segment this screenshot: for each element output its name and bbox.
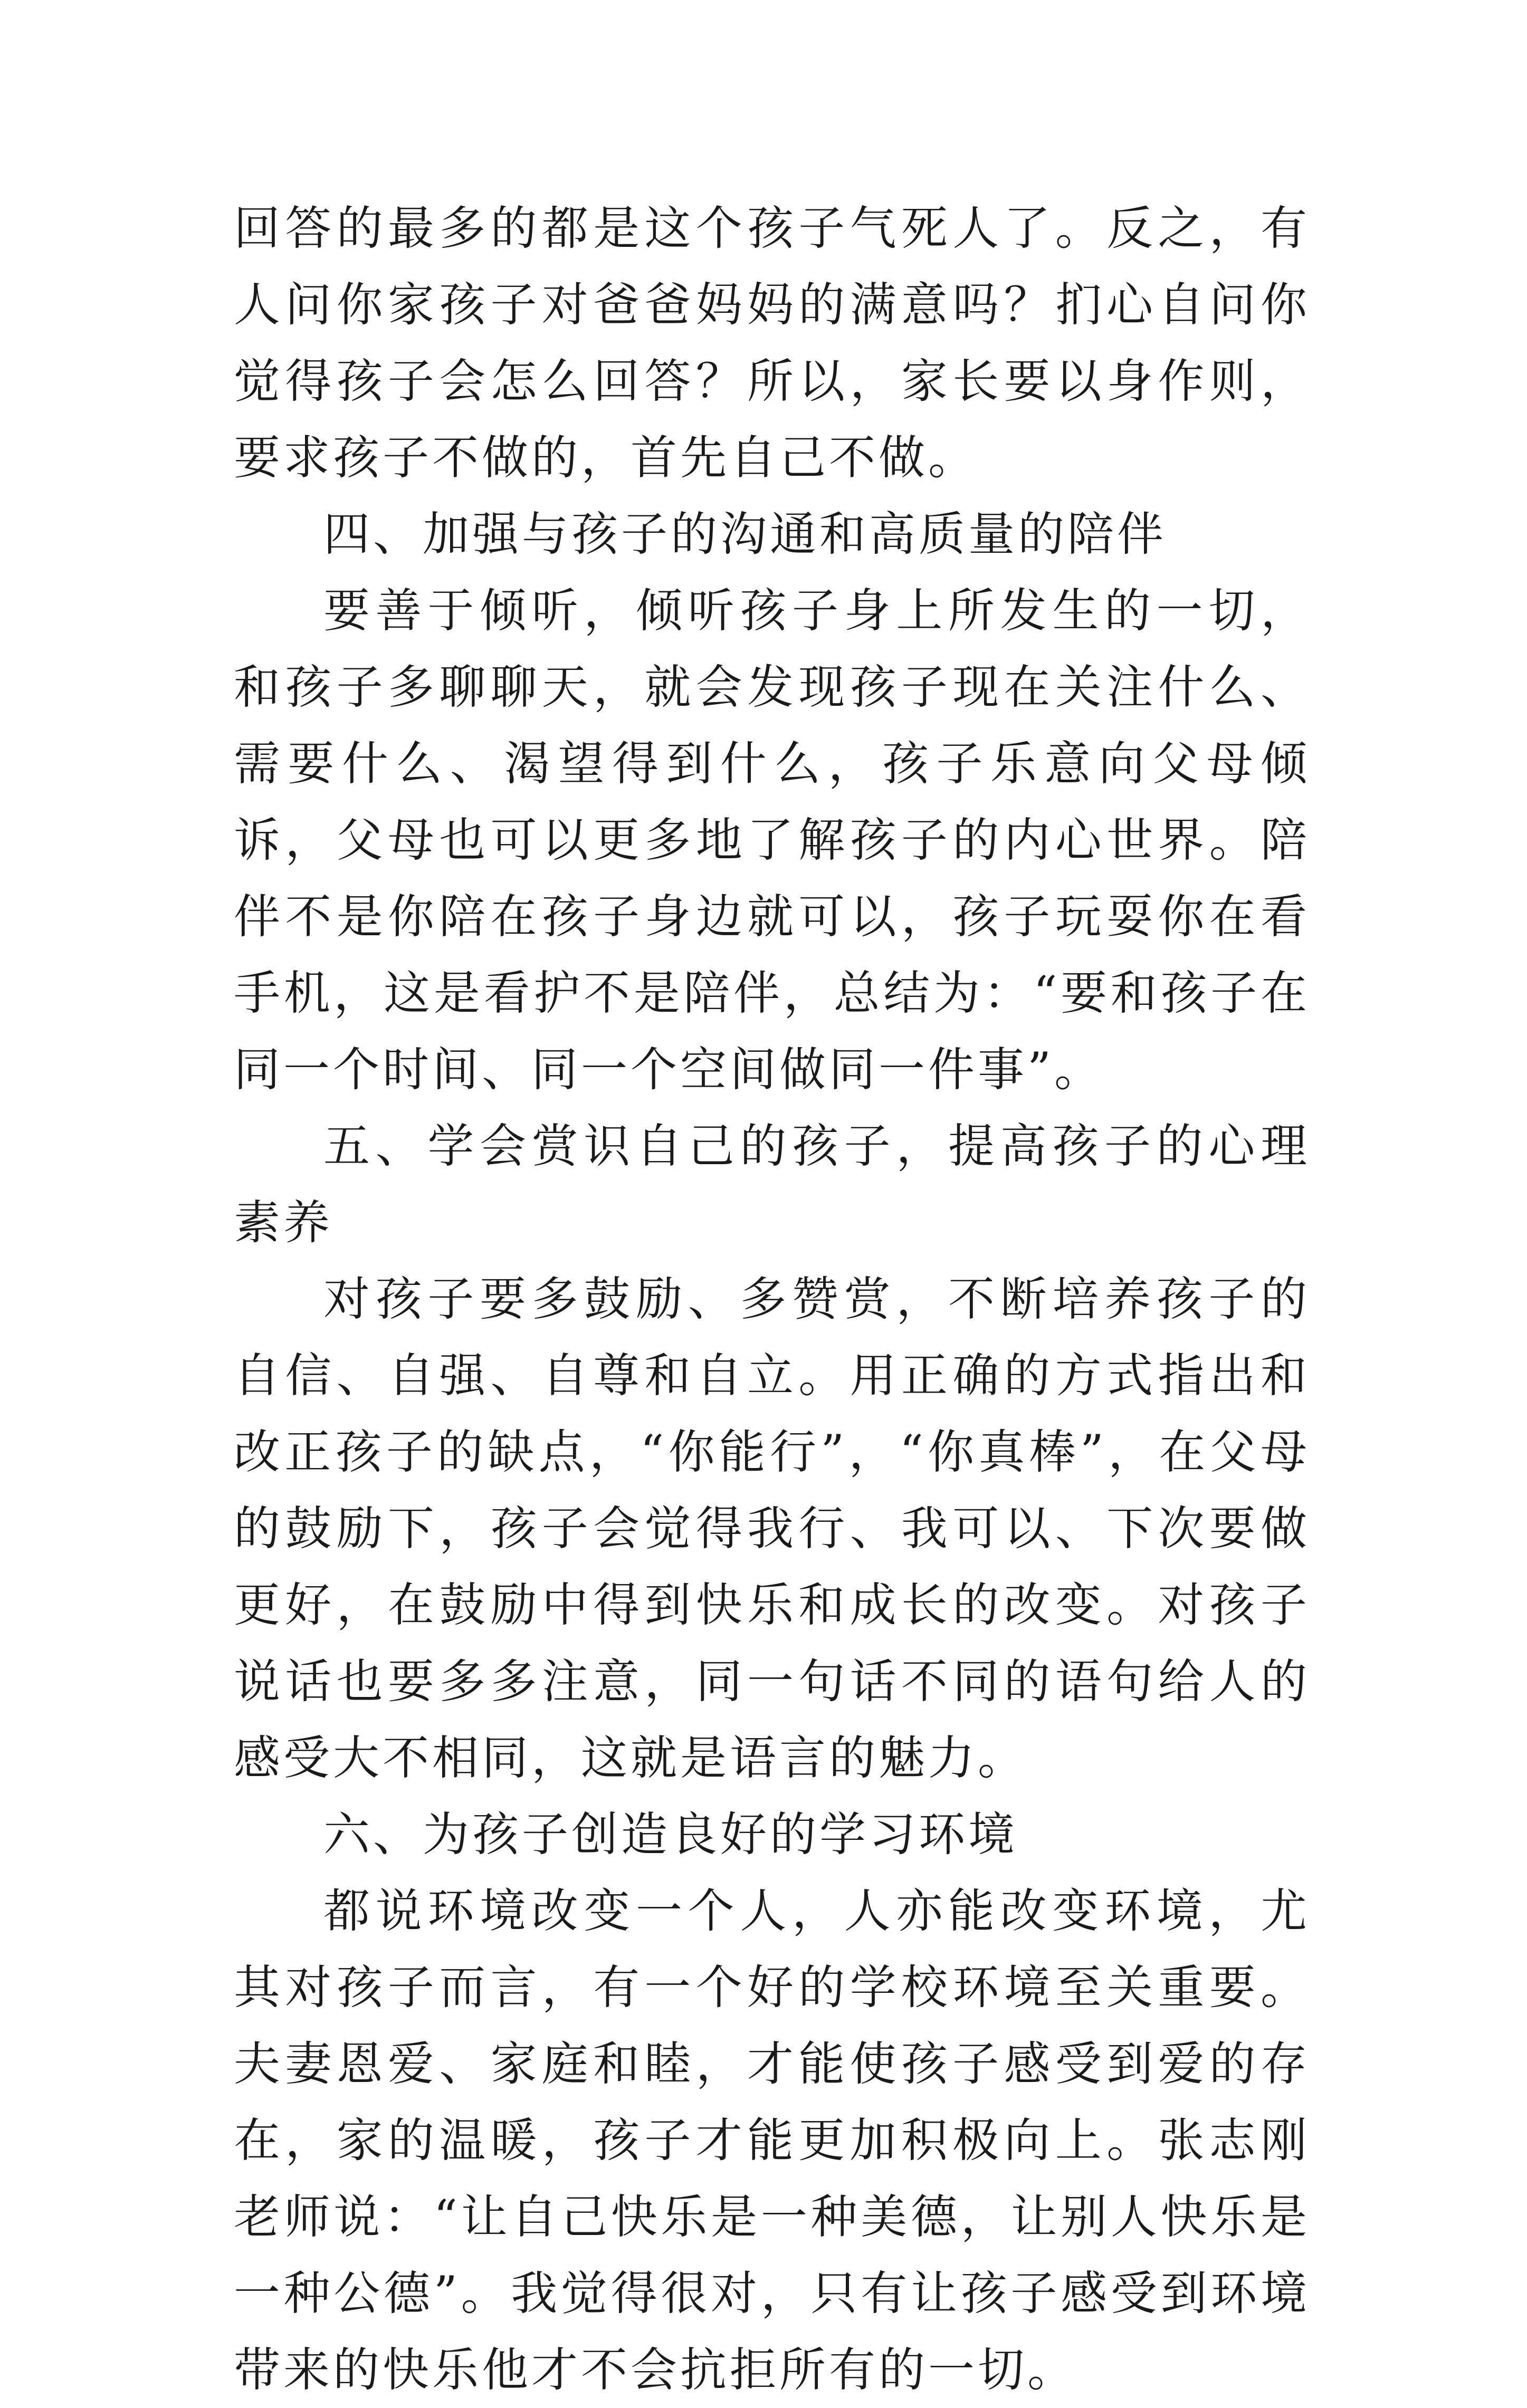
- section-heading-5: 五、学会赏识自己的孩子，提高孩子的心理素养: [234, 1119, 1310, 1250]
- section-heading-4: 四、加强与孩子的沟通和高质量的陪伴: [323, 507, 1167, 561]
- section-heading-6: 六、为孩子创造良好的学习环境: [323, 1807, 1018, 1862]
- paragraph-communication: 要善于倾听，倾听孩子身上所发生的一切，和孩子多聊聊天，就会发现孩子现在关注什么、需要什么、渴望得到什么，孩子乐意向父母倾诉，父母也可以更多地了解孩子的内心世界。陪伴不是你陪在孩子身边就可以，孩子玩耍你在看手机，这是看护不是陪伴，总结为：“要和孩子在同一个时间、同一个空间做同一件事”。: [234, 583, 1310, 1097]
- document-body: [234, 190, 1310, 2408]
- paragraph-appreciation: 对孩子要多鼓励、多赞赏，不断培养孩子的自信、自强、自尊和自立。用正确的方式指出和改正孩子的缺点，“你能行”，“你真棒”，在父母的鼓励下，孩子会觉得我行、我可以、下次要做更好，在鼓励中得到快乐和成长的改变。对孩子说话也要多多注意，同一句话不同的语句给人的感受大不相同，这就是语言的魅力。: [234, 1272, 1310, 1785]
- paragraph-continuation: 回答的最多的都是这个孩子气死人了。反之，有人问你家孩子对爸爸妈妈的满意吗？扪心自问你觉得孩子会怎么回答？所以，家长要以身作则，要求孩子不做的，首先自己不做。: [234, 201, 1310, 485]
- paragraph-environment: 都说环境改变一个人，人亦能改变环境，尤其对孩子而言，有一个好的学校环境至关重要。夫妻恩爱、家庭和睦，才能使孩子感受到爱的存在，家的温暖，孩子才能更加积极向上。张志刚老师说：“让自己快乐是一种美德，让别人快乐是一种公德”。我觉得很对，只有让孩子感受到环境带来的快乐他才不会抗拒所有的一切。: [234, 1884, 1310, 2397]
